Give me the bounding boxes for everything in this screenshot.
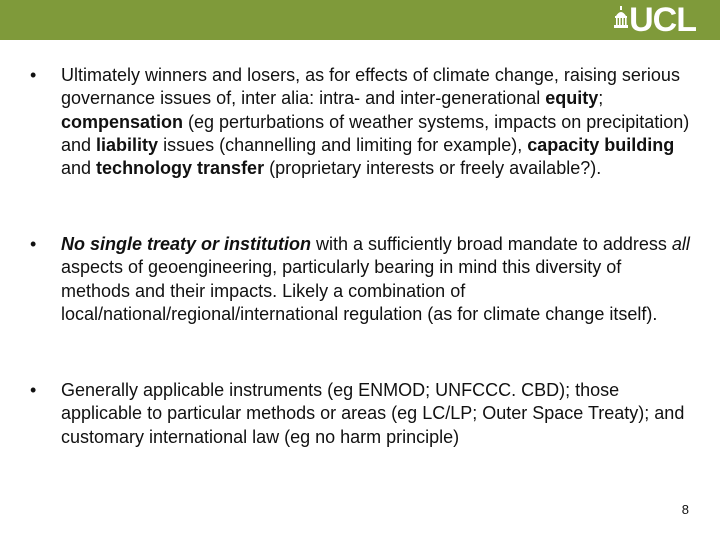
- bullet-text: [61, 64, 694, 180]
- emphasis-text: equity: [545, 88, 599, 109]
- emphasis-text: technology transfer: [96, 158, 265, 179]
- bullet-item: [30, 64, 694, 180]
- emphasis-text: all: [671, 234, 690, 254]
- text-run: ;: [598, 88, 604, 109]
- emphasis-text: compensation: [61, 111, 184, 132]
- text-run: and: [61, 158, 97, 179]
- text-run: aspects of geoengineering, particularly bearing in mind this diversity of methods and their impacts. Likely a combination of local/national/regional/international regulation (as for climate change itself).: [61, 257, 658, 324]
- bullet-marker: •: [30, 380, 37, 400]
- text-run: Ultimately winners and losers, as for effects of climate change, raising serious governance issues of, inter alia: intra- and inter-generational: [61, 65, 680, 109]
- bullet-item: [30, 379, 694, 449]
- emphasis-text: liability: [96, 134, 159, 155]
- page-number: 8: [681, 502, 689, 517]
- text-run: issues (channelling and limiting for example),: [158, 134, 528, 155]
- logo-text: UCL: [629, 1, 696, 39]
- bullet-marker: •: [30, 234, 37, 254]
- emphasis-text: No single treaty or institution: [61, 234, 312, 254]
- emphasis-text: capacity building: [527, 134, 675, 155]
- bullet-text: [61, 233, 694, 326]
- text-run: Generally applicable instruments (eg ENMOD; UNFCCC. CBD); those applicable to particular methods or areas (eg LC/LP; Outer Space Treaty); and customary international law (eg no harm principle): [61, 380, 685, 447]
- text-run: (eg perturbations of weather systems, impacts on precipitation) and: [61, 111, 690, 155]
- text-run: (proprietary interests or freely available?).: [264, 158, 602, 179]
- bullet-marker: •: [30, 65, 37, 85]
- text-run: with a sufficiently broad mandate to address: [311, 234, 672, 254]
- bullet-text: [61, 379, 694, 449]
- bullet-item: [30, 233, 694, 326]
